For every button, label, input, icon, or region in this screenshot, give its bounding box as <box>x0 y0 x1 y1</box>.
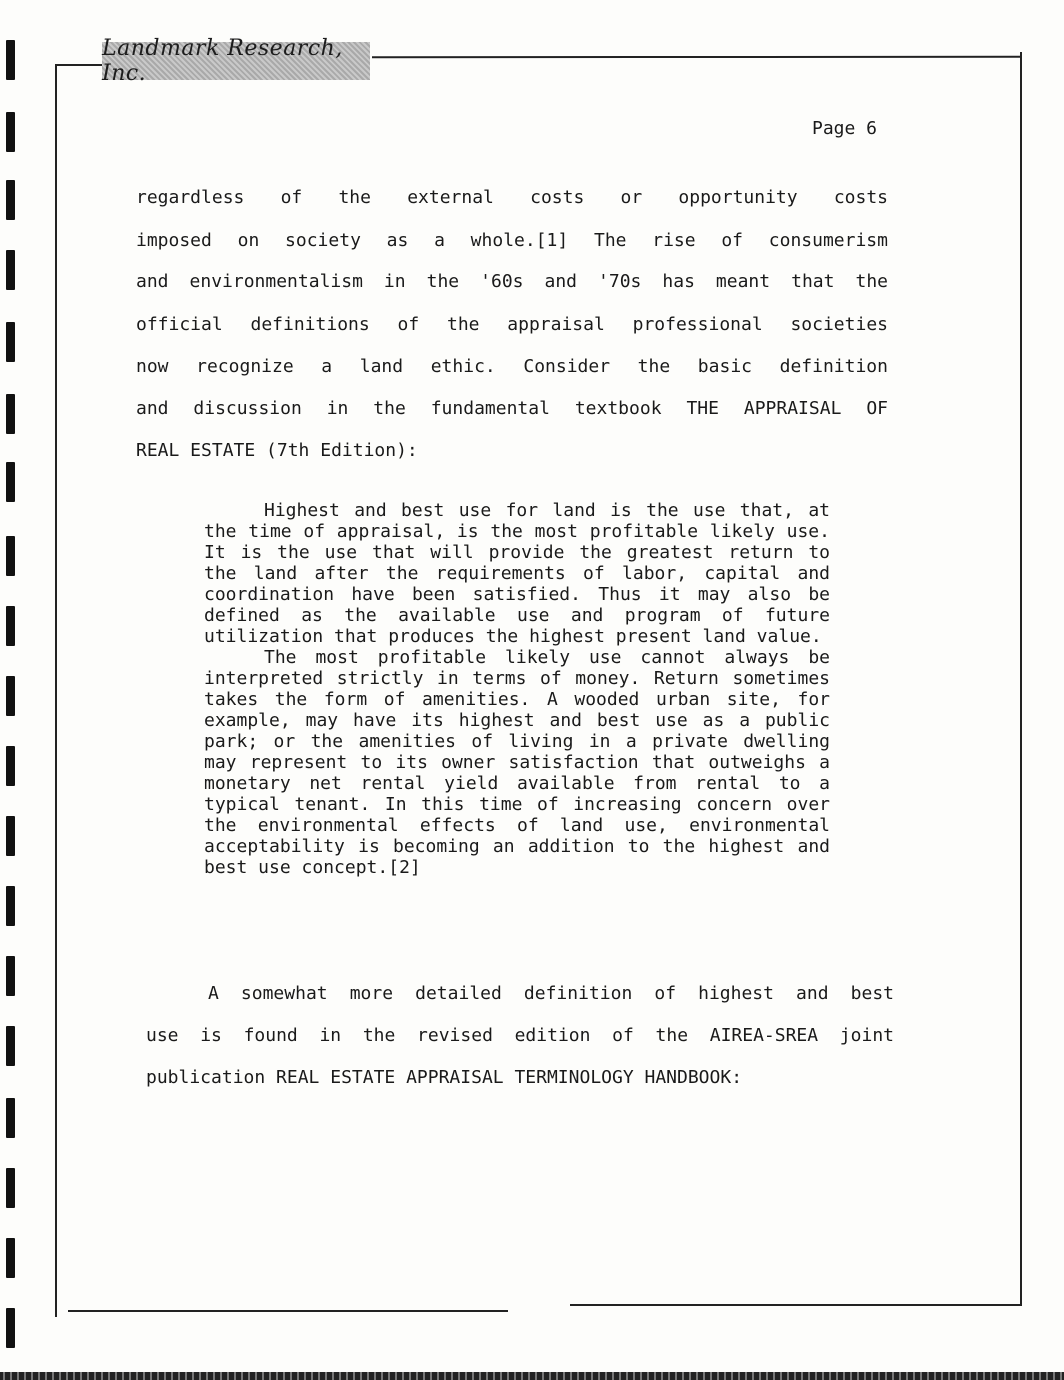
binder-hole <box>6 180 15 220</box>
text-line: and environmentalism in the '60s and '70s has meant that the <box>136 271 888 292</box>
text-line: publication REAL ESTATE APPRAISAL TERMINOLOGY HANDBOOK: <box>146 1067 743 1088</box>
frame-border <box>570 1304 1022 1306</box>
text-line: and discussion in the fundamental textbook THE APPRAISAL OF <box>136 398 888 419</box>
binder-hole <box>6 886 15 926</box>
binder-hole <box>6 112 15 152</box>
text-line: A somewhat more detailed definition of highest and best <box>208 983 894 1004</box>
binder-hole <box>6 462 15 502</box>
page-number: Page 6 <box>812 118 878 139</box>
binder-hole <box>6 606 15 646</box>
text-line: imposed on society as a whole.[1] The rise of consumerism <box>136 230 888 251</box>
frame-border <box>55 64 105 66</box>
block-quote <box>204 500 830 878</box>
binder-hole <box>6 1238 15 1278</box>
text-line: official definitions of the appraisal professional societies <box>136 314 888 335</box>
text-line: REAL ESTATE (7th Edition): <box>136 440 418 461</box>
binder-hole <box>6 1026 15 1066</box>
text-line: regardless of the external costs or opportunity costs <box>136 187 888 208</box>
binder-hole <box>6 250 15 290</box>
logo-text: Landmark Research, Inc. <box>102 36 343 86</box>
binder-hole <box>6 1098 15 1138</box>
company-logo <box>102 36 370 86</box>
binder-hole <box>6 536 15 576</box>
quote-paragraph: The most profitable likely use cannot always be interpreted strictly in terms of money. Return sometimes takes the form of amenities. A wooded urban site, for example, may have its highest and best use as a public park; or the amenities of living in a private dwelling may represent to its owner satisfaction that outweighs a monetary net rental yield available from rental to a typical tenant. In this time of increasing concern over the environmental effects of land use, environmental acceptability is becoming an addition to the highest and best use concept.[2] <box>204 647 830 878</box>
binder-hole <box>6 1308 15 1348</box>
binder-hole <box>6 1168 15 1208</box>
frame-border <box>1020 52 1022 1306</box>
binder-hole <box>6 394 15 434</box>
binder-hole <box>6 746 15 786</box>
frame-border <box>68 1310 508 1312</box>
binder-holes <box>6 0 18 1380</box>
text-line: use is found in the revised edition of the AIREA-SREA joint <box>146 1025 894 1046</box>
binder-hole <box>6 956 15 996</box>
binder-hole <box>6 676 15 716</box>
binder-hole <box>6 816 15 856</box>
binder-hole <box>6 322 15 362</box>
quote-paragraph: Highest and best use for land is the use that, at the time of appraisal, is the most profitable likely use. It is the use that will provide the greatest return to the land after the requirements of labor, capital and coordination have been satisfied. Thus it may also be defined as the available use and program of future utilization that produces the highest present land value. <box>204 500 830 647</box>
binder-hole <box>6 40 15 80</box>
scan-edge <box>0 1372 1064 1380</box>
frame-border <box>372 56 1022 59</box>
text-line: now recognize a land ethic. Consider the basic definition <box>136 356 888 377</box>
frame-border <box>55 64 57 1317</box>
